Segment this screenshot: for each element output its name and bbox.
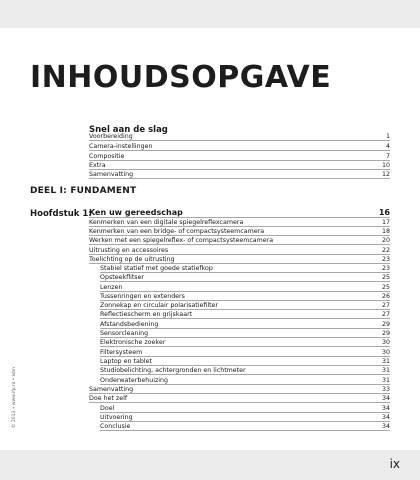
toc-entry-page: 18 bbox=[381, 228, 390, 235]
toc-entry-page: 34 bbox=[381, 414, 390, 421]
toc-entry-label: Voorbereiding bbox=[89, 133, 133, 140]
toc-entry-label: Stabiel statief met goede statiefkop bbox=[100, 265, 213, 272]
toc-entry-page: 29 bbox=[381, 321, 390, 328]
toc-entry-page: 10 bbox=[381, 162, 390, 169]
toc-entry-label: Opsteekflitser bbox=[100, 274, 145, 281]
divider bbox=[100, 374, 390, 375]
divider bbox=[89, 178, 390, 179]
toc-entry-page: 12 bbox=[381, 171, 390, 178]
toc-entry-label: Elektronische zoeker bbox=[100, 339, 166, 346]
toc-entry-page: 20 bbox=[381, 237, 390, 244]
toc-entry-page: 33 bbox=[381, 386, 390, 393]
toc-entry-label: Toelichting op de uitrusting bbox=[89, 256, 175, 263]
toc-entry[interactable] bbox=[89, 246, 390, 255]
toc-entry-label: Conclusie bbox=[100, 423, 131, 430]
toc-entry-page: 1 bbox=[385, 133, 390, 140]
toc-entry-page: 29 bbox=[381, 330, 390, 337]
toc-entry[interactable] bbox=[89, 132, 390, 141]
toc-entry-label: Reflectiescherm en grijskaart bbox=[100, 311, 193, 318]
chapter-heading[interactable] bbox=[89, 208, 390, 218]
divider bbox=[89, 140, 390, 141]
toc-entry-page: 31 bbox=[381, 358, 390, 365]
toc-entry-page: 34 bbox=[381, 405, 390, 412]
toc-entry-label: Samenvatting bbox=[89, 171, 134, 178]
toc-entry-page: 31 bbox=[381, 367, 390, 374]
toc-entry-label: Camera-instellingen bbox=[89, 143, 153, 150]
page-title: INHOUDSOPGAVE bbox=[30, 60, 332, 95]
divider bbox=[100, 346, 390, 347]
toc-entry[interactable] bbox=[89, 142, 390, 151]
toc-entry-label: Werken met een spiegelreflex- of compactsysteemcamera bbox=[89, 237, 274, 244]
toc-entry[interactable] bbox=[89, 255, 390, 264]
toc-subentry[interactable] bbox=[100, 310, 390, 319]
toc-entry-page: 27 bbox=[381, 311, 390, 318]
toc-subentry[interactable] bbox=[100, 320, 390, 329]
toc-subentry[interactable] bbox=[100, 422, 390, 431]
side-note: © 2013 • www.ifp.nl • isbn bbox=[12, 367, 17, 428]
toc-subentry[interactable] bbox=[100, 329, 390, 338]
divider bbox=[89, 150, 390, 151]
toc-entry[interactable] bbox=[89, 236, 390, 245]
toc-subentry[interactable] bbox=[100, 413, 390, 422]
chapter-label: Hoofdstuk 1: bbox=[30, 209, 92, 219]
toc-entry-page: 7 bbox=[385, 153, 390, 160]
toc-entry-label: Doel bbox=[100, 405, 115, 412]
toc-subentry[interactable] bbox=[100, 348, 390, 357]
toc-entry-page: 31 bbox=[381, 377, 390, 384]
toc-entry-label: Filtersysteem bbox=[100, 349, 143, 356]
chapter-page: 16 bbox=[378, 208, 390, 217]
divider bbox=[89, 402, 390, 403]
part-title: DEEL I: FUNDAMENT bbox=[30, 186, 137, 196]
toc-subentry[interactable] bbox=[100, 357, 390, 366]
toc-entry-label: Studiobelichting, achtergronden en lichtmeter bbox=[100, 367, 246, 374]
toc-entry-page: 4 bbox=[385, 143, 390, 150]
toc-entry-label: Kenmerken van een bridge- of compactsysteemcamera bbox=[89, 228, 265, 235]
toc-entry-label: Sensorcleaning bbox=[100, 330, 149, 337]
toc-entry-label: Doe het zelf bbox=[89, 395, 128, 402]
toc-entry-label: Onderwaterbehuizing bbox=[100, 377, 168, 384]
toc-entry[interactable] bbox=[89, 227, 390, 236]
toc-subentry[interactable] bbox=[100, 404, 390, 413]
toc-entry-page: 25 bbox=[381, 274, 390, 281]
toc-entry-label: Afstandsbediening bbox=[100, 321, 159, 328]
toc-entry-label: Uitrusting en accessoires bbox=[89, 247, 169, 254]
toc-subentry[interactable] bbox=[100, 264, 390, 273]
toc-entry[interactable] bbox=[89, 394, 390, 403]
toc-entry-page: 34 bbox=[381, 423, 390, 430]
toc-entry-page: 27 bbox=[381, 302, 390, 309]
toc-entry[interactable] bbox=[89, 152, 390, 161]
toc-entry-page: 26 bbox=[381, 293, 390, 300]
toc-subentry[interactable] bbox=[100, 283, 390, 292]
toc-entry-page: 22 bbox=[381, 247, 390, 254]
chapter-title: Ken uw gereedschap bbox=[89, 208, 183, 217]
toc-entry-label: Tussenringen en extenders bbox=[100, 293, 185, 300]
divider bbox=[89, 244, 390, 245]
toc-entry-label: Samenvatting bbox=[89, 386, 134, 393]
toc-entry-label: Kenmerken van een digitale spiegelreflexcamera bbox=[89, 219, 244, 226]
toc-entry-label: Extra bbox=[89, 162, 106, 169]
toc-entry-page: 34 bbox=[381, 395, 390, 402]
toc-entry-label: Uitvoering bbox=[100, 414, 133, 421]
toc-subentry[interactable] bbox=[100, 366, 390, 375]
toc-entry-page: 30 bbox=[381, 349, 390, 356]
toc-subentry[interactable] bbox=[100, 292, 390, 301]
toc-entry-page: 30 bbox=[381, 339, 390, 346]
toc-entry-page: 17 bbox=[381, 219, 390, 226]
toc-subentry[interactable] bbox=[100, 338, 390, 347]
toc-entry-label: Zonnekap en circulair polarisatiefilter bbox=[100, 302, 219, 309]
toc-subentry[interactable] bbox=[100, 301, 390, 310]
toc-entry-label: Lenzen bbox=[100, 284, 123, 291]
divider bbox=[100, 318, 390, 319]
divider bbox=[100, 281, 390, 282]
toc-entry-label: Laptop en tablet bbox=[100, 358, 152, 365]
toc-entry[interactable] bbox=[89, 218, 390, 227]
divider bbox=[100, 430, 390, 431]
toc-subentry[interactable] bbox=[100, 376, 390, 385]
page-number: ix bbox=[389, 457, 400, 471]
toc-entry-page: 23 bbox=[381, 265, 390, 272]
quick-start-title: Snel aan de slag bbox=[89, 125, 168, 135]
toc-entry[interactable] bbox=[89, 385, 390, 394]
toc-subentry[interactable] bbox=[100, 273, 390, 282]
toc-entry[interactable] bbox=[89, 161, 390, 170]
top-band bbox=[0, 0, 420, 28]
toc-entry[interactable] bbox=[89, 170, 390, 179]
toc-entry-page: 23 bbox=[381, 256, 390, 263]
toc-entry-page: 25 bbox=[381, 284, 390, 291]
toc-entry-label: Compositie bbox=[89, 153, 125, 160]
bottom-band bbox=[0, 450, 420, 480]
